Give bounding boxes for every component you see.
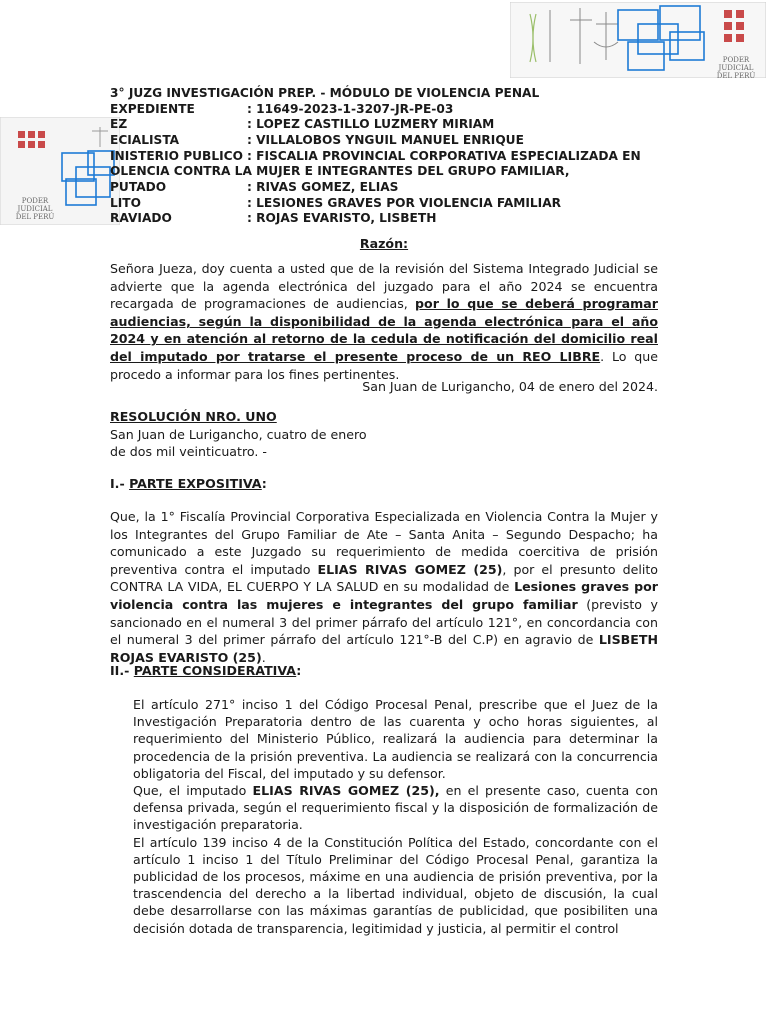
header-row-agraviado [110,211,641,227]
seal-text-line2: DEL PERÚ [716,72,756,78]
resolucion-block [110,408,658,461]
resolucion-title: RESOLUCIÓN NRO. UNO [110,409,277,424]
header-label: LITO [110,195,141,210]
exp-text-4: . [261,649,266,665]
header-row-juez [110,117,641,133]
header-value: : 11649-2023-1-3207-JR-PE-03 [247,101,454,116]
header-label: PUTADO [110,180,167,195]
seal-text-line2: DEL PERÚ [15,213,55,221]
considerativa-paragraph-1: El artículo 271° inciso 1 del Código Procesal Penal, prescribe que el Juez de la Investigación Preparatoria dentro de las cuarenta y ocho horas siguientes, al requerimiento del Ministerio Público, realizará la audiencia para determinar la procedencia de la prisión preventiva. La audiencia se realizará con la concurrencia obligatoria del Fiscal, del imputado y su defensor. [133,697,658,781]
header-label: EZ [110,117,128,132]
section-number: I.- [110,476,130,491]
seal-text-line1: PODER JUDICIAL [17,197,53,213]
cons-text-a: Que, el imputado [133,783,253,799]
resolucion-year: de dos mil veinticuatro. - [110,444,267,460]
header-row-especialista [110,133,641,149]
razon-text-1: Señora Jueza, doy cuenta a usted que de la revisión del Sistema Integrado Judicial se advierte que la agenda electrónica del juzgado para el año 2024 se encuentra recargada de programaciones de audiencias, [110,261,658,312]
header-label: INISTERIO PUBLICO [110,148,243,163]
header-label: EXPEDIENTE [110,101,195,116]
header-value: : LOPEZ CASTILLO LUZMERY MIRIAM [247,117,495,132]
exp-text-1: Que, la 1° Fiscalía Provincial Corporativa Especializada en Violencia Contra la Mujer y los Integrantes del Grupo Familiar de Ate – Santa Anita – Segundo Despacho; ha comunicado a este Juzgado su requerimiento de medida coercitiva de prisión preventiva contra el imputado [110,509,658,577]
section-considerativa-heading [110,662,301,680]
header-value: : ROJAS EVARISTO, LISBETH [247,211,437,226]
section-colon: : [296,663,302,678]
header-value: : RIVAS GOMEZ, ELIAS [247,180,399,195]
court-title: 3° JUZG INVESTIGACIÓN PREP. - MÓDULO DE VIOLENCIA PENAL [110,86,540,100]
header-row-ministerio [110,149,641,165]
section-number: II.- [110,663,134,678]
razon-emphasis: por lo que se deberá programar audiencias, según la disponibilidad de la agenda electrónica para el año 2024 y en atención al retorno de la cedula de notificación del domicilio real del imputado por tratarse el presente proceso de un REO LIBRE [110,296,658,364]
considerativa-paragraph-3: El artículo 139 inciso 4 de la Constitución Política del Estado, concordante con el artículo 1 inciso 1 del Título Preliminar del Código Procesal Penal, garantiza la publicidad de los procesos, máxime en una audiencia de prisión preventiva, por la trascendencia del derecho a la libertad individual, objeto de discusión, la cual debe desarrollarse con las máximas garantías de publicidad, que posibiliten una decisión dotada de transparencia, legitimidad y justicia, al permitir el control [133,834,658,936]
header-value: : VILLALOBOS YNGUIL MANUEL ENRIQUE [247,132,524,147]
header-row-delito [110,196,641,212]
header-row-imputado [110,180,641,196]
header-value: : LESIONES GRAVES POR VIOLENCIA FAMILIAR [247,195,562,210]
section-title: PARTE EXPOSITIVA [129,476,262,491]
resolucion-place: San Juan de Lurigancho, cuatro de enero [110,426,367,442]
section-expositiva-heading [110,475,267,493]
razon-date: San Juan de Lurigancho, 04 de enero del 2024. [362,379,658,394]
exp-delito: Lesiones graves por violencia contra las mujeres e integrantes del grupo familiar [110,579,659,612]
header-value: : FISCALIA PROVINCIAL CORPORATIVA ESPECIALIZADA EN [247,148,641,163]
judicial-seal-left [0,117,120,225]
header-label: ECIALISTA [110,132,180,147]
header-label: OLENCIA CONTRA LA MUJER E INTEGRANTES DEL GRUPO FAMILIAR, [110,164,570,179]
considerativa-paragraph-2 [133,782,658,834]
header-row-ministerio-cont [110,164,641,180]
razon-title: Razón: [359,236,409,251]
case-header [110,102,641,228]
expositiva-paragraph [110,508,658,666]
section-colon: : [261,476,267,491]
exp-agraviada: LISBETH ROJAS EVARISTO (25) [110,632,658,665]
cons-text-c: en el presente caso, cuenta con defensa privada, según el requerimiento fiscal y la disposición de formalización de investigación preparatoria. [133,783,658,833]
judicial-seal-top-right [510,2,766,78]
seal-text-line1: PODER JUDICIAL [718,56,754,72]
header-label: RAVIADO [110,211,172,226]
considerativa-body [133,696,658,937]
header-row-expediente [110,102,641,118]
razon-paragraph [110,260,658,383]
section-title: PARTE CONSIDERATIVA [133,663,297,678]
exp-imputado: ELIAS RIVAS GOMEZ (25) [317,561,503,577]
exp-text-2: , por el presunto delito CONTRA LA VIDA, EL CUERPO Y LA SALUD en su modalidad de [110,561,658,595]
cons-imputado: ELIAS RIVAS GOMEZ (25), [252,783,440,799]
razon-text-2: . Lo que procedo a informar para los fines pertinentes. [110,348,658,382]
exp-text-3: (previsto y sancionado en el numeral 3 del primer párrafo del artículo 121°, en concordancia con el numeral 3 del primer párrafo del artículo 121°-B del C.P) en agravio de [110,596,658,648]
